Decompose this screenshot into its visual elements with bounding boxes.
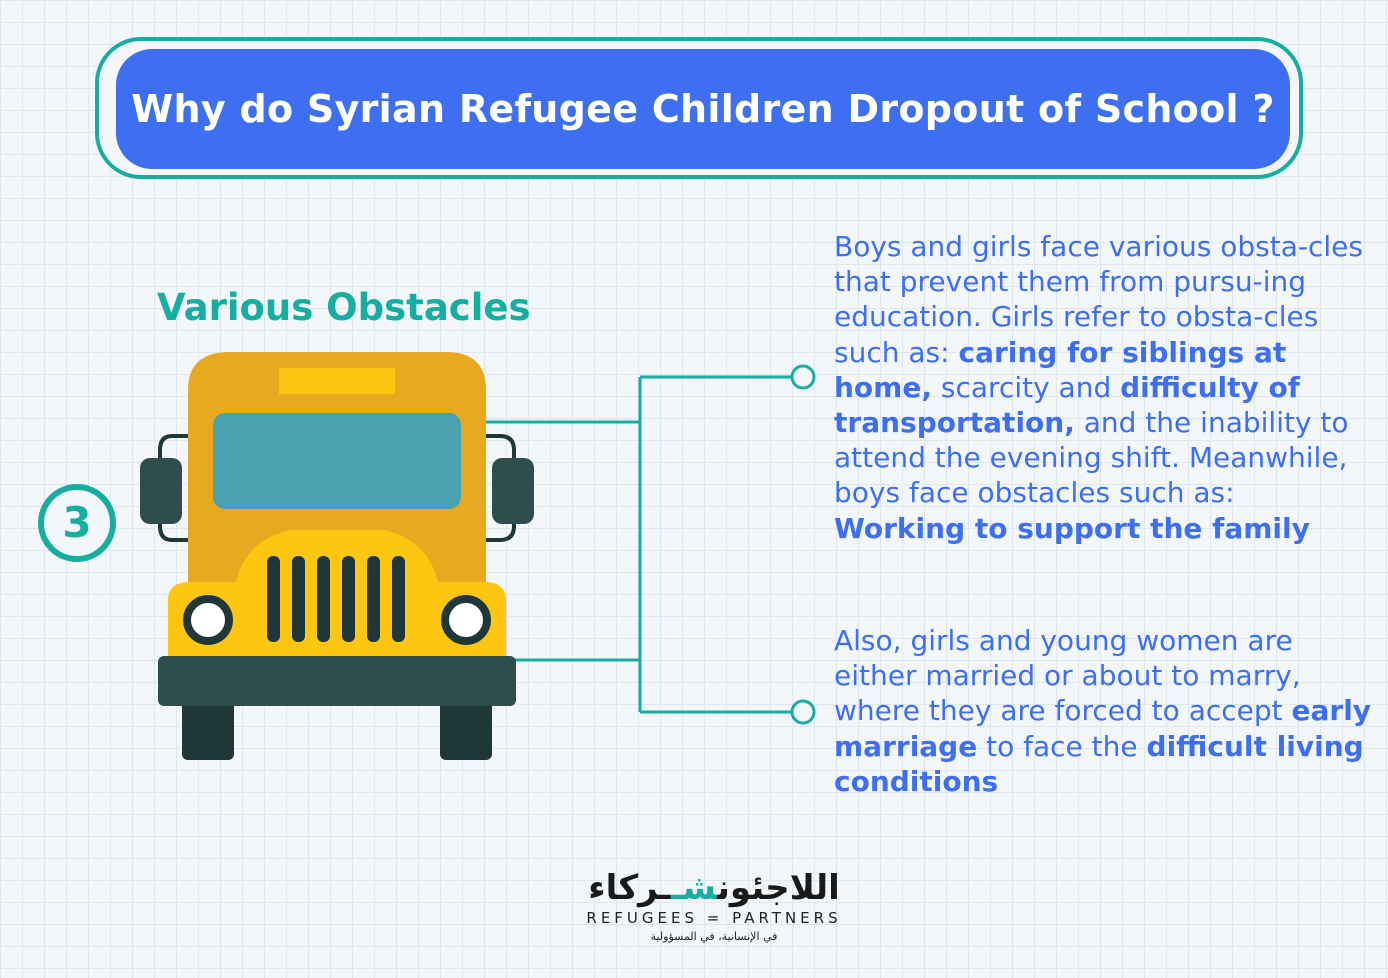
step-number: 3 [62,498,92,547]
paragraph-text: Boys and girls face various obsta-cles that prevent them from pursu-ing education. Girls refer to obsta-cles such as: [834,230,1363,369]
paragraph-emphasis: early marriage [834,694,1372,763]
page-title: Why do Syrian Refugee Children Dropout of School ? [131,87,1275,131]
paragraph-text: scarcity and [931,370,1121,404]
paragraph-text: to face the [977,729,1147,763]
paragraph-text: Also, girls and young women are either married or about to marry, where they are forced to accept [834,624,1301,728]
paragraph-emphasis: caring for siblings at home, [834,335,1287,404]
paragraph-emphasis: difficult living conditions [834,729,1364,798]
obstacles-paragraph [834,229,1374,546]
logo-arabic-subtitle: في الإنسانية، في المسؤولية [650,930,778,943]
logo-arabic-wordmark: اللاجئونشــركاء [588,868,840,908]
marriage-paragraph [834,623,1374,799]
paragraph-emphasis: Working to support the family [834,511,1310,545]
logo-english-tagline: REFUGEES = PARTNERS [586,909,842,927]
step-number-badge [38,484,116,562]
paragraph-text: and the inability to attend the evening shift. Meanwhile, boys face obstacles such as: [834,406,1349,510]
section-heading: Various Obstacles [157,286,531,329]
organization-logo [578,868,850,958]
paragraph-emphasis: difficulty of transportation, [834,370,1300,440]
